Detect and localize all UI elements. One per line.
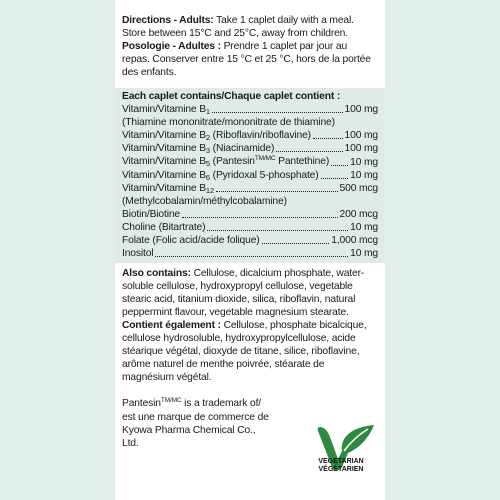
ingredient-name-text: Vitamin/Vitamine B [122,156,206,167]
ingredient-name-text: Vitamin/Vitamine B [122,143,206,154]
ingredient-name [122,221,205,234]
directions-posologie [122,40,375,79]
ingredients-heading-text: Each caplet contains/Chaque caplet contient : [122,91,341,102]
also-contains-text: Cellulose, dicalcium phosphate, water-soluble cellulose, hydroxypropyl cellulose, vegetable stearic acid, titanium dioxide, silica, riboflavin, natural peppermint flavour, vegetable magnesium stearate. [122,268,365,318]
ingredient-name-text: Vitamin/Vitamine B [122,130,206,141]
ingredient-amount: 10 mg [350,222,378,233]
ingredient-row [122,208,378,221]
ingredient-row [122,247,378,260]
ingredient-amount: 10 mg [350,170,378,181]
ingredient-amount: 100 mg [344,104,378,115]
dot-leader [212,112,343,113]
trademark-brand: Pantesin [122,398,161,409]
vegetarian-logo-line2: VÉGÉTARIEN [318,466,364,473]
ingredient-name-text: Choline (Bitartrate) [122,222,206,233]
ingredients-heading [122,90,378,103]
dot-leader [155,256,348,257]
ingredient-row [122,182,378,195]
ingredient-name-text: Folate (Folic acid/acide folique) [122,235,260,246]
dot-leader [331,165,348,166]
ingredient-name-text: Vitamin/Vitamine B [122,104,206,115]
ingredient-subscript: 12 [205,186,214,195]
directions-adults-text: Take 1 caplet daily with a meal. Store between 15°C and 25°C, away from children. [122,15,354,39]
ingredient-amount: 1,000 mcg [331,235,378,246]
contient-text: Cellulose, phosphate bicalcique, cellulose hydrosoluble, hydroxypropylcellulose, acide stéarique végétal, dioxyde de titane, silice, riboflavine, arôme naturel de menthe poivrée, stéarate de magnésium végétal. [122,320,367,383]
ingredient-name [122,103,210,116]
trademark-sup: TM/MC [160,397,182,404]
ingredient-row [122,234,378,247]
directions-posologie-label: Posologie - Adultes : [122,41,221,52]
ingredient-row [122,169,378,182]
directions-posologie-text: Prendre 1 caplet par jour au repas. Conserver entre 15 °C et 25 °C, hors de la portée des enfants. [122,41,371,78]
trademark-text: is a trademark of/ est une marque de commerce de Kyowa Pharma Chemical Co., Ltd. [122,398,269,449]
label-content [122,14,378,450]
also-contains-label: Also contains: [122,268,191,279]
ingredient-name [122,155,329,169]
ingredient-superscript: TM/MC [254,155,276,162]
directions-adults [122,14,375,40]
ingredient-name [122,247,153,260]
ingredient-name [122,208,180,221]
contient-egalement [122,319,375,384]
ingredient-name-text: Inositol [122,248,154,259]
ingredient-amount: 10 mg [350,248,378,259]
ingredient-name [122,129,311,142]
dot-leader [276,151,342,152]
also-contains [122,267,375,319]
dot-leader [182,217,338,218]
ingredient-detail: (Riboflavin/riboflavine) [209,130,311,141]
ingredient-subscript: 3 [205,146,210,155]
ingredient-name-text: Vitamin/Vitamine B [122,183,206,194]
ingredient-subscript: 2 [205,133,210,142]
ingredient-detail: (Pantesin [209,156,255,167]
ingredient-subscript: 5 [205,159,210,168]
dot-leader [321,178,349,179]
ingredient-amount: 500 mcg [339,183,378,194]
ingredient-detail: (Niacinamide) [209,143,275,154]
vegetarian-logo-line1: VEGETARIAN [318,458,364,465]
dot-leader [216,191,338,192]
trademark-note [122,397,272,450]
ingredient-note: (Thiamine mononitrate/mononitrate de thiamine) [122,117,335,128]
contient-label: Contient également : [122,320,221,331]
ingredient-amount: 200 mcg [339,209,378,220]
dot-leader [262,243,330,244]
ingredient-row [122,129,378,142]
ingredient-detail: (Pyridoxal 5-phosphate) [209,170,319,181]
ingredient-name-text: Biotin/Biotine [122,209,181,220]
ingredient-row [122,142,378,155]
ingredient-subscript: 1 [205,107,210,116]
ingredient-row [122,103,378,116]
directions-adults-label: Directions - Adults: [122,15,214,26]
ingredient-name [122,234,260,247]
ingredient-note: (Methylcobalamin/méthylcobalamine) [122,196,287,207]
ingredient-amount: 100 mg [344,130,378,141]
ingredient-name [122,182,214,195]
vegetarian-logo-text [298,458,384,474]
ingredient-name-text: Vitamin/Vitamine B [122,170,206,181]
ingredients-list [122,103,378,260]
ingredient-amount: 10 mg [350,157,378,168]
dot-leader [207,230,348,231]
ingredient-detail-2: Pantethine) [275,156,330,167]
ingredient-name [122,169,319,182]
ingredient-subscript: 6 [205,173,210,182]
ingredient-name [122,142,274,155]
ingredient-row [122,155,378,169]
dot-leader [313,138,343,139]
ingredients-box [115,88,385,263]
ingredient-amount: 100 mg [344,143,378,154]
ingredient-row [122,221,378,234]
